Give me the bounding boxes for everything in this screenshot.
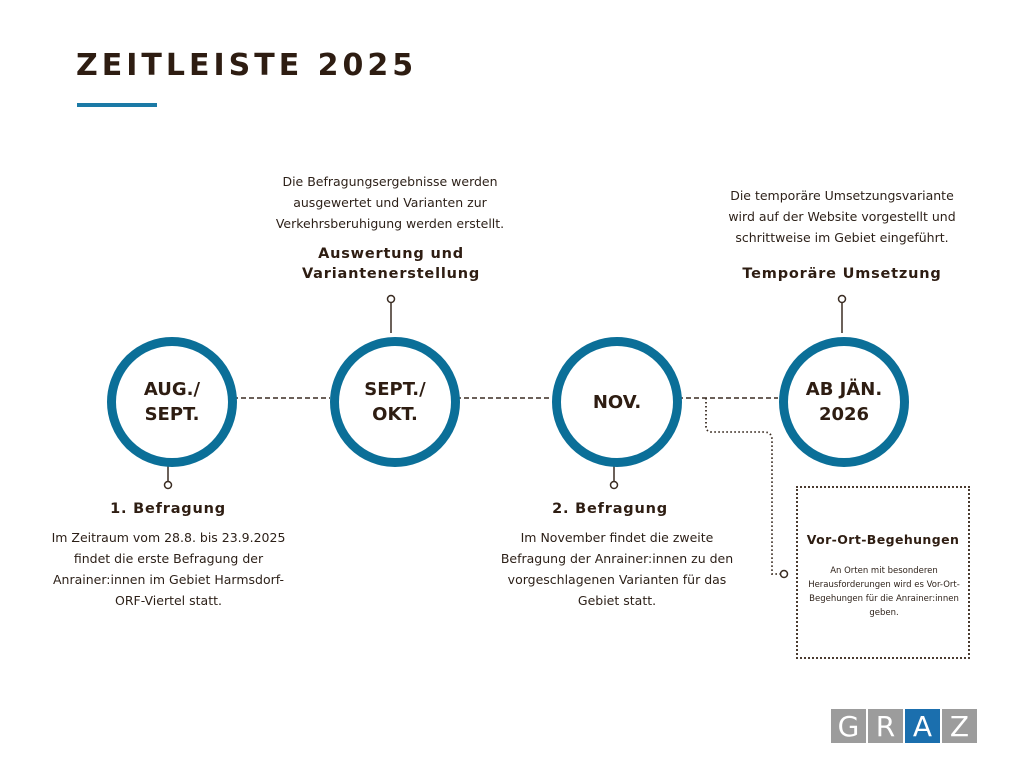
logo-letter-r: R xyxy=(868,709,903,743)
stage-1-period: AUG./ SEPT. xyxy=(143,379,201,425)
stem-2-marker xyxy=(388,296,395,303)
stage-4-period: AB JÄN. 2026 xyxy=(805,379,883,425)
stage-4-circle xyxy=(779,337,909,467)
stem-3-marker xyxy=(611,482,618,489)
stage-2-period: SEPT./ OKT. xyxy=(364,379,426,425)
side-box xyxy=(796,486,970,659)
stage-4-description: Die temporäre Umsetzungsvariante wird auf der Website vorgestellt und schrittweise im Gebiet eingeführt. xyxy=(728,188,956,245)
stage-4-title: Temporäre Umsetzung xyxy=(742,266,942,282)
stage-2-title: Auswertung und Variantenerstellung xyxy=(301,246,481,282)
stage-3-period: NOV. xyxy=(592,391,642,413)
branch-end-marker xyxy=(781,571,788,578)
stage-3-circle xyxy=(552,337,682,467)
side-box-text: An Orten mit besonderen Herausforderungen wird es Vor-Ort-Begehungen für die Anrainer:innen geben. xyxy=(808,566,960,618)
stage-2-circle xyxy=(330,337,460,467)
logo-letter-a: A xyxy=(905,709,940,743)
stage-1-circle xyxy=(107,337,237,467)
graz-logo xyxy=(831,709,977,743)
side-box-title: Vor-Ort-Begehungen xyxy=(806,532,960,547)
page-title: ZEITLEISTE 2025 xyxy=(76,48,418,83)
stem-4-marker xyxy=(839,296,846,303)
stage-1-description: Im Zeitraum vom 28.8. bis 23.9.2025 findet die erste Befragung der Anrainer:innen im Gebiet Harmsdorf-ORF-Viertel statt. xyxy=(51,530,286,608)
logo-letter-z: Z xyxy=(942,709,977,743)
logo-letter-g: G xyxy=(831,709,866,743)
stage-3-description: Im November findet die zweite Befragung der Anrainer:innen zu den vorgeschlagenen Varianten für das Gebiet statt. xyxy=(500,530,734,608)
stem-1-marker xyxy=(165,482,172,489)
stage-1-title: 1. Befragung xyxy=(110,501,226,517)
stage-3-title: 2. Befragung xyxy=(552,501,668,517)
stage-2-description: Die Befragungsergebnisse werden ausgewertet und Varianten zur Verkehrsberuhigung werden erstellt. xyxy=(275,174,505,231)
